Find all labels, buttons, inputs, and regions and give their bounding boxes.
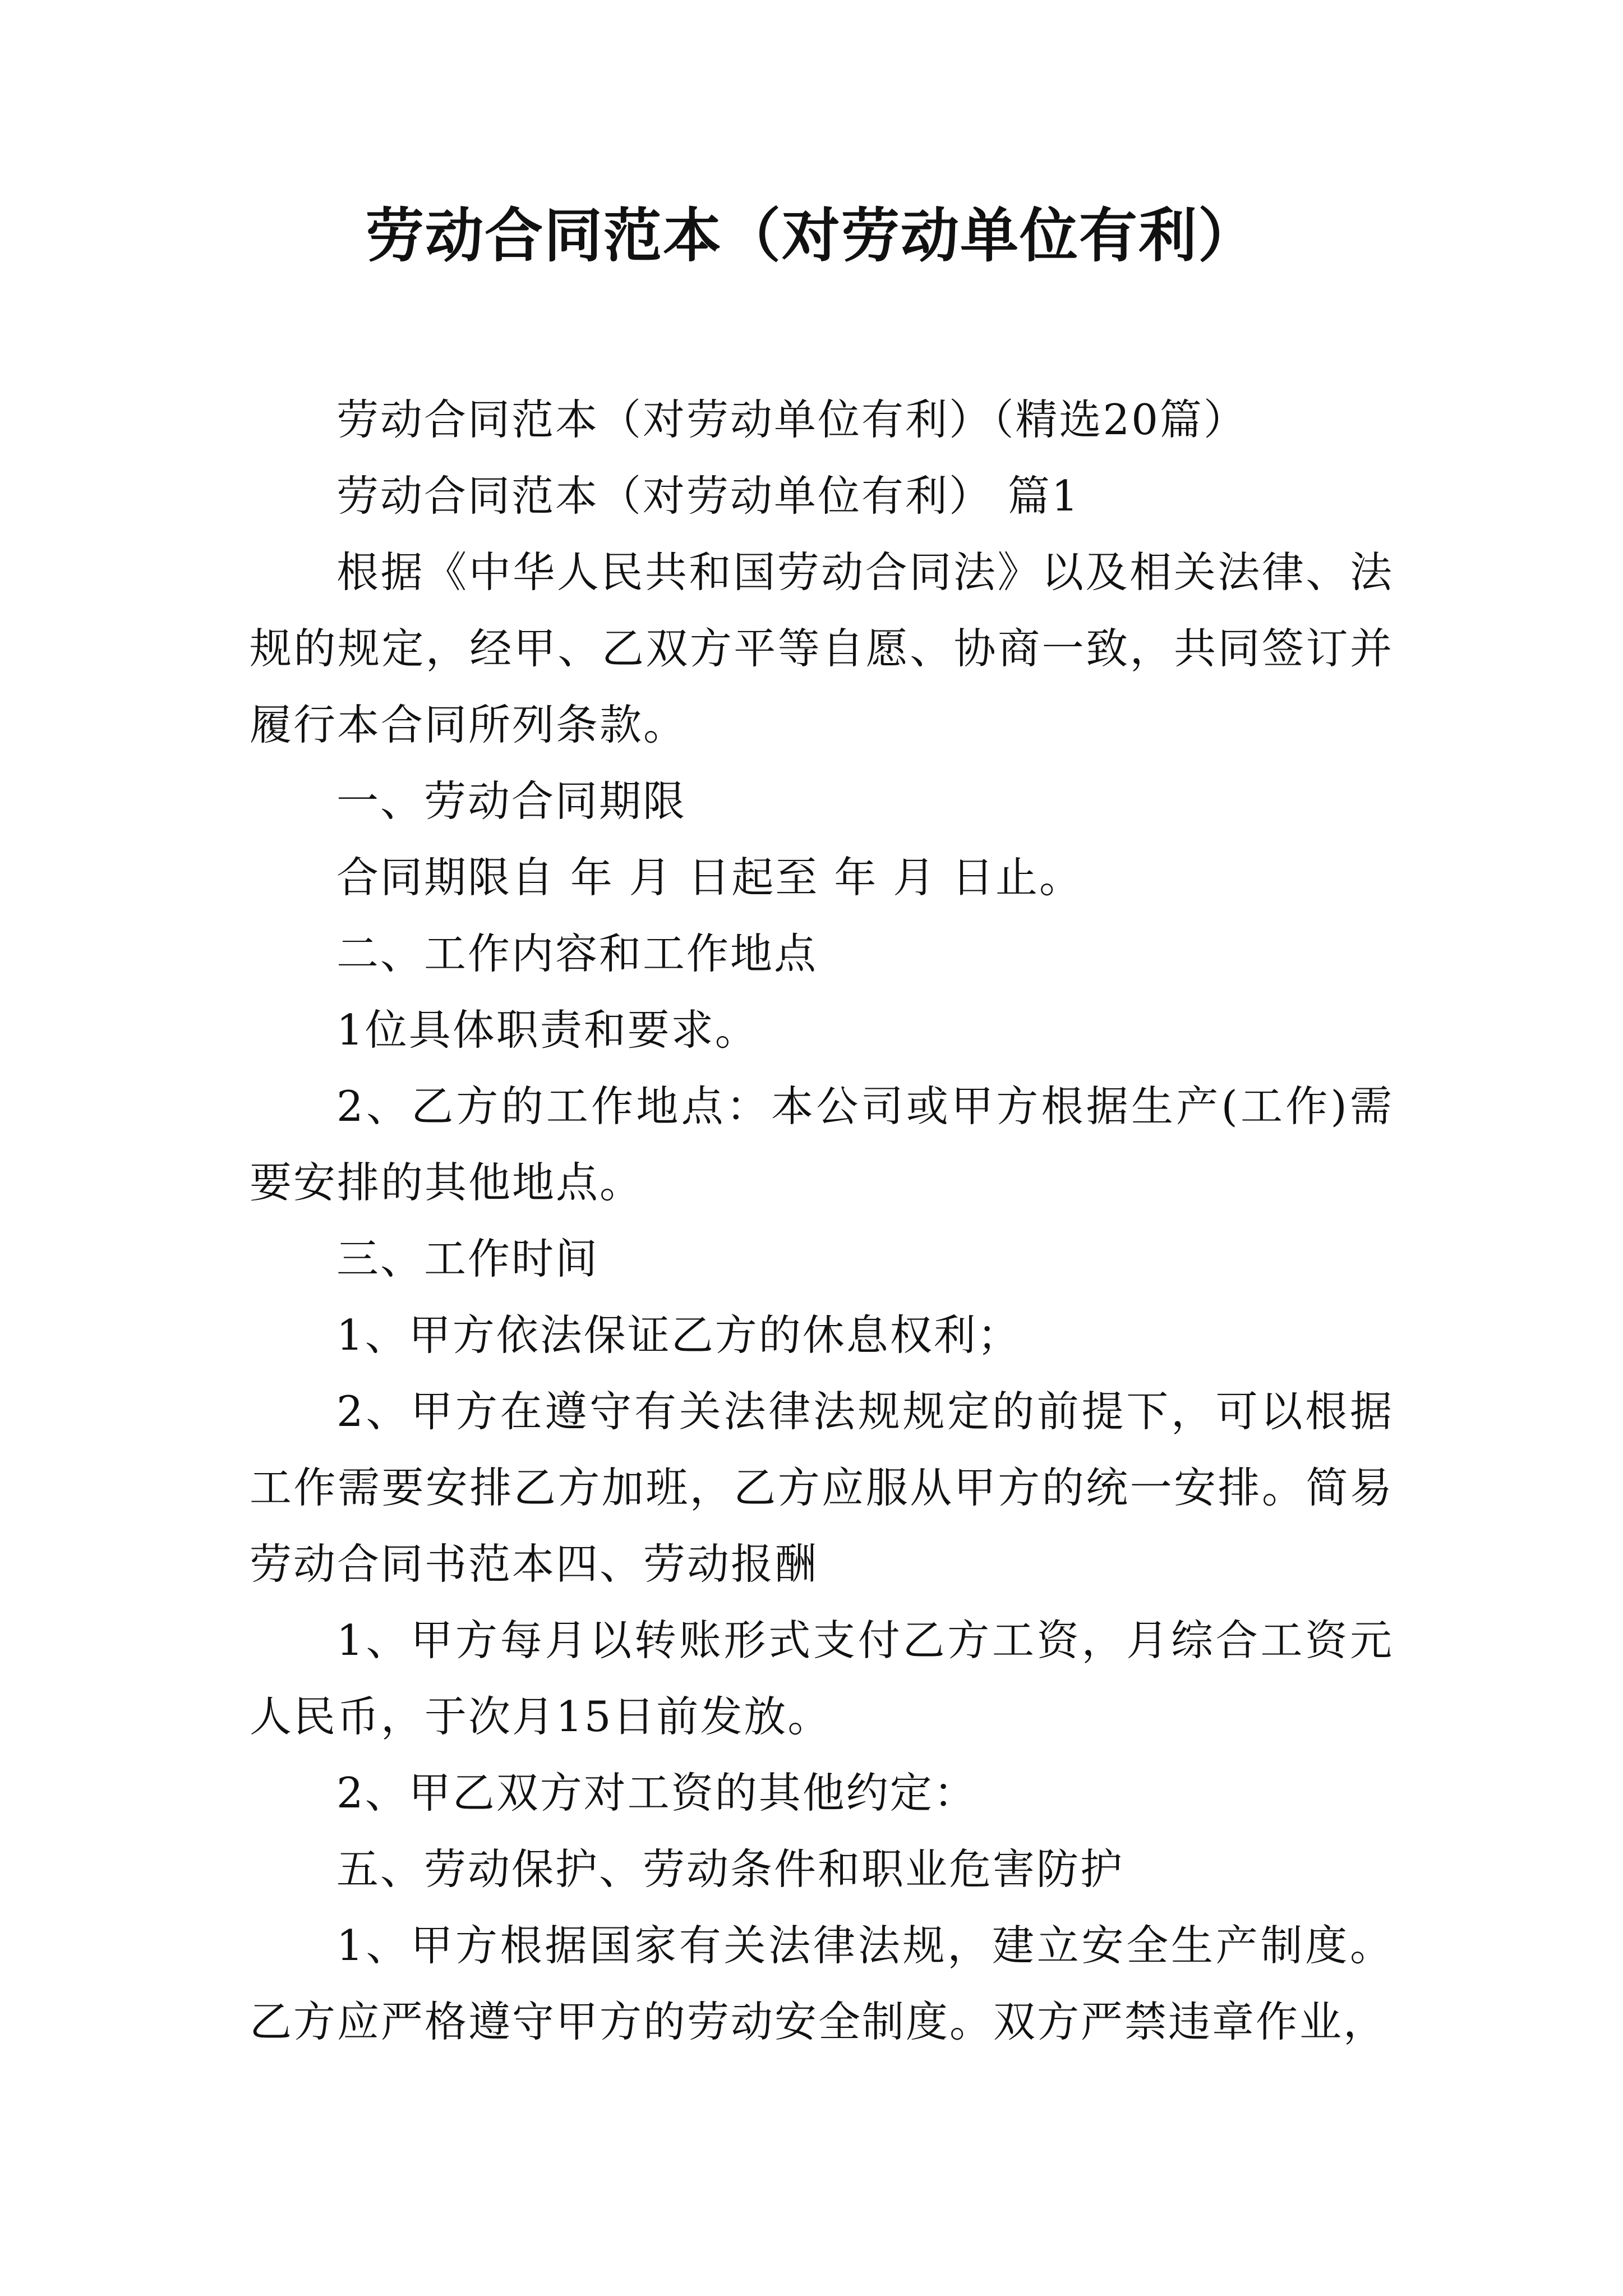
paragraph-salary-other: 2、甲乙双方对工资的其他约定： — [336, 1768, 978, 1818]
paragraph-salary: 1、甲方每月以转账形式支付乙方工资，月综合工资元人民币，于次月15日前发放。 — [250, 1616, 1394, 1741]
paragraph-subtitle: 劳动合同范本（对劳动单位有利）（精选20篇） — [336, 395, 1247, 444]
paragraph-preamble: 根据《中华人民共和国劳动合同法》以及相关法律、法规的规定，经甲、乙双方平等自愿、协商一致，共同签订并履行本合同所列条款。 — [250, 547, 1394, 749]
paragraph-contract-term: 合同期限自 年 月 日起至 年 月 日止。 — [336, 853, 1083, 902]
document-body — [250, 381, 1394, 2060]
heading-working-hours: 三、工作时间 — [336, 1234, 600, 1283]
document-title: 劳动合同范本（对劳动单位有利） — [365, 201, 1257, 270]
paragraph-rest-rights: 1、甲方依法保证乙方的休息权利； — [336, 1310, 1021, 1360]
paragraph-safety: 1、甲方根据国家有关法律法规，建立安全生产制度。乙方应严格遵守甲方的劳动安全制度。双方严禁违章作业， — [250, 1921, 1394, 2046]
paragraph-work-location: 2、乙方的工作地点：本公司或甲方根据生产(工作)需要安排的其他地点。 — [250, 1082, 1394, 1207]
paragraph-overtime: 2、甲方在遵守有关法律法规规定的前提下，可以根据工作需要安排乙方加班，乙方应服从甲方的统一安排。简易劳动合同书范本四、劳动报酬 — [250, 1387, 1394, 1589]
heading-labor-protection: 五、劳动保护、劳动条件和职业危害防护 — [336, 1844, 1124, 1894]
heading-contract-term: 一、劳动合同期限 — [336, 776, 687, 826]
paragraph-work-duties: 1位具体职责和要求。 — [336, 1005, 759, 1055]
paragraph-section-heading: 劳动合同范本（对劳动单位有利） 篇1 — [336, 471, 1080, 521]
heading-work-content: 二、工作内容和工作地点 — [336, 929, 818, 978]
